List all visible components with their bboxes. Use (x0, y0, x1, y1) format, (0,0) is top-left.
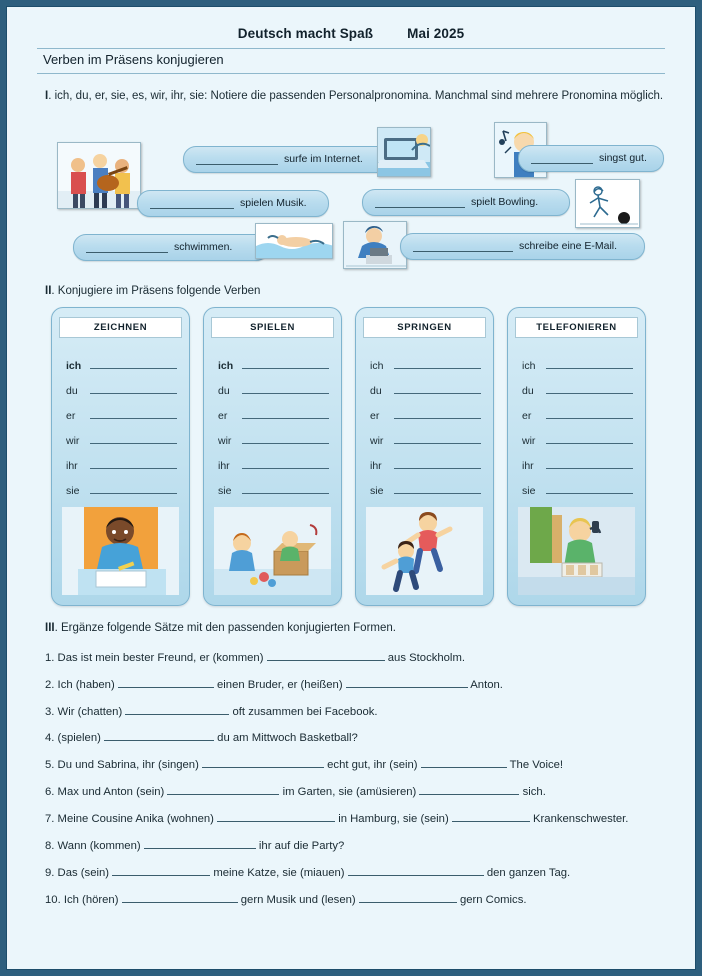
answer-blank[interactable] (112, 865, 210, 876)
section-2-number: II (45, 284, 52, 297)
sentence-part: The Voice! (509, 759, 564, 772)
conjugation-row (218, 347, 329, 372)
sentence-item-7 (45, 811, 663, 828)
sentence-part: einen Bruder, er (heißen) (217, 678, 343, 691)
answer-blank[interactable] (394, 393, 481, 394)
verb-card-spielen (203, 307, 342, 606)
pronoun-label: er (522, 409, 532, 422)
answer-blank[interactable] (348, 865, 484, 876)
bubble-text: schreibe eine E-Mail. (519, 240, 618, 253)
answer-blank[interactable] (202, 757, 324, 768)
answer-blank[interactable] (413, 241, 513, 252)
sentence-part: 8. Wann (kommen) (45, 840, 141, 853)
answer-blank[interactable] (346, 677, 468, 688)
section-1-number: I (45, 90, 49, 102)
conjugation-row (66, 372, 177, 397)
answer-blank[interactable] (90, 443, 177, 444)
bubble-text: schwimmen. (174, 241, 233, 254)
conjugation-row (370, 347, 481, 372)
answer-blank[interactable] (394, 468, 481, 469)
subtitle-divider (37, 73, 665, 74)
answer-blank[interactable] (90, 468, 177, 469)
answer-blank[interactable] (242, 418, 329, 419)
pronoun-label: sie (522, 484, 536, 497)
sentence-part: oft zusammen bei Facebook. (232, 705, 378, 718)
picture-boy-drawing (62, 507, 179, 595)
pronoun-label: ihr (522, 459, 534, 472)
conjugation-row (522, 472, 633, 497)
answer-blank[interactable] (104, 730, 214, 741)
sentence-item-9 (45, 865, 663, 882)
conjugation-row (522, 372, 633, 397)
card-title: ZEICHNEN (59, 317, 182, 338)
answer-blank[interactable] (242, 493, 329, 494)
conjugation-rows (204, 338, 341, 503)
card-title: SPIELEN (211, 317, 334, 338)
pronoun-label: ich (370, 359, 384, 372)
answer-blank[interactable] (144, 838, 256, 849)
pronoun-label: er (218, 409, 228, 422)
sentence-part: echt gut, ihr (sein) (327, 759, 418, 772)
conjugation-row (218, 372, 329, 397)
bubble-spielen (137, 190, 329, 217)
answer-blank[interactable] (421, 757, 507, 768)
picture-boy-phoning (518, 507, 635, 595)
section-2-instruction (45, 285, 665, 297)
sentence-part: Anton. (470, 678, 503, 691)
pronoun-label: ihr (370, 459, 382, 472)
sentence-item-2 (45, 677, 663, 694)
pronoun-label: ihr (218, 459, 230, 472)
answer-blank[interactable] (452, 811, 530, 822)
answer-blank[interactable] (419, 784, 519, 795)
section-1-text: . ich, du, er, sie, es, wir, ihr, sie: Notiere die passenden Personalpronomina. Manchmal sind mehrere Pronomina möglich. (48, 90, 664, 102)
conjugation-row (370, 472, 481, 497)
conjugation-row (218, 397, 329, 422)
sentence-part: den ganzen Tag. (486, 867, 571, 880)
sentence-part: im Garten, sie (amüsieren) (282, 786, 417, 799)
answer-blank[interactable] (167, 784, 279, 795)
sentence-item-10 (45, 892, 663, 909)
sentence-item-1 (45, 650, 663, 667)
sentence-part: gern Comics. (459, 894, 527, 907)
answer-blank[interactable] (90, 368, 177, 369)
picture-band (57, 142, 141, 209)
answer-blank[interactable] (394, 443, 481, 444)
conjugation-row (370, 372, 481, 397)
sentence-part: 6. Max und Anton (sein) (45, 786, 165, 799)
answer-blank[interactable] (150, 198, 234, 209)
sentence-part: sich. (522, 786, 546, 799)
bubble-text: spielen Musik. (240, 197, 307, 210)
section-2-text: . Konjugiere im Präsens folgende Verben (51, 284, 261, 297)
pronoun-label: wir (66, 434, 80, 447)
answer-blank[interactable] (242, 368, 329, 369)
sentence-part: du am Mittwoch Basketball? (217, 732, 358, 745)
conjugation-row (522, 397, 633, 422)
page-header (7, 7, 695, 41)
section-3-text: . Ergänze folgende Sätze mit den passenden konjugierten Formen. (54, 621, 396, 634)
pronoun-label: wir (522, 434, 536, 447)
answer-blank[interactable] (531, 153, 593, 164)
section-3-number: III (45, 621, 55, 634)
worksheet-page (6, 6, 696, 970)
answer-blank[interactable] (394, 418, 481, 419)
sentence-part: 1. Das ist mein bester Freund, er (kommen) (45, 651, 264, 664)
pronoun-label: ich (66, 359, 82, 372)
pronoun-label: er (370, 409, 380, 422)
conjugation-row (66, 397, 177, 422)
pronoun-label: ich (218, 359, 234, 372)
conjugation-row (66, 447, 177, 472)
conjugation-row (218, 472, 329, 497)
sentence-part: 4. (spielen) (45, 732, 101, 745)
bubble-email (400, 233, 645, 260)
answer-blank[interactable] (267, 650, 385, 661)
sentence-part: 10. Ich (hören) (45, 894, 119, 907)
picture-laptop-surfing (377, 127, 431, 177)
sentence-part: 9. Das (sein) (45, 867, 110, 880)
answer-blank[interactable] (217, 811, 335, 822)
answer-blank[interactable] (394, 493, 481, 494)
answer-blank[interactable] (546, 468, 633, 469)
sentence-part: meine Katze, sie (miauen) (213, 867, 345, 880)
pronoun-label: du (66, 384, 78, 397)
conjugation-row (66, 472, 177, 497)
sentence-part: gern Musik und (lesen) (240, 894, 356, 907)
pronoun-label: du (218, 384, 230, 397)
conjugation-row (218, 447, 329, 472)
pronoun-label: sie (66, 484, 80, 497)
pronoun-label: ihr (66, 459, 78, 472)
conjugation-row (370, 447, 481, 472)
conjugation-row (66, 347, 177, 372)
sentence-item-8 (45, 838, 663, 855)
sentence-part: aus Stockholm. (387, 651, 465, 664)
sentence-item-3 (45, 704, 663, 721)
pronoun-label: du (522, 384, 534, 397)
bubble-text: singst gut. (599, 152, 647, 165)
picture-man-laptop (343, 221, 407, 269)
sentence-part: Krankenschwester. (533, 813, 629, 826)
conjugation-row (522, 422, 633, 447)
answer-blank[interactable] (375, 197, 465, 208)
conjugation-rows (508, 338, 645, 503)
verb-card-springen (355, 307, 494, 606)
conjugation-cards (51, 307, 657, 606)
answer-blank[interactable] (546, 443, 633, 444)
sentence-part: 5. Du und Sabrina, ihr (singen) (45, 759, 199, 772)
pronoun-label: wir (370, 434, 384, 447)
page-date: Mai 2025 (407, 26, 465, 41)
answer-blank[interactable] (546, 393, 633, 394)
answer-blank[interactable] (359, 892, 457, 903)
sentence-item-6 (45, 784, 663, 801)
page-subtitle: Verben im Präsens konjugieren (43, 52, 224, 67)
answer-blank[interactable] (125, 704, 229, 715)
answer-blank[interactable] (546, 418, 633, 419)
pronoun-label: wir (218, 434, 232, 447)
answer-blank[interactable] (242, 393, 329, 394)
page-title: Deutsch macht Spaß (237, 26, 374, 41)
card-title: SPRINGEN (363, 317, 486, 338)
sentence-part: ihr auf die Party? (258, 840, 345, 853)
bubble-bowling (362, 189, 570, 216)
sentence-part: 2. Ich (haben) (45, 678, 115, 691)
picture-swimmer (255, 223, 333, 259)
answer-blank[interactable] (86, 242, 168, 253)
conjugation-row (370, 422, 481, 447)
bubble-singst (518, 145, 664, 172)
pronoun-label: du (370, 384, 382, 397)
answer-blank[interactable] (546, 368, 633, 369)
section-3-instruction (45, 622, 665, 634)
sentence-part: in Hamburg, sie (sein) (338, 813, 449, 826)
conjugation-row (370, 397, 481, 422)
answer-blank[interactable] (90, 393, 177, 394)
conjugation-row (522, 447, 633, 472)
conjugation-rows (52, 338, 189, 503)
conjugation-row (522, 347, 633, 372)
answer-blank[interactable] (546, 493, 633, 494)
bubble-surfe (183, 146, 395, 173)
conjugation-row (66, 422, 177, 447)
answer-blank[interactable] (118, 677, 214, 688)
sentence-part: 7. Meine Cousine Anika (wohnen) (45, 813, 214, 826)
conjugation-rows (356, 338, 493, 503)
answer-blank[interactable] (242, 468, 329, 469)
pronoun-label: sie (370, 484, 384, 497)
picture-kids-jumping (366, 507, 483, 595)
section-3-exercise (45, 650, 663, 909)
bubble-text: spielt Bowling. (471, 196, 539, 209)
bubble-text: surfe im Internet. (284, 153, 363, 166)
bubble-schwimmen (73, 234, 269, 261)
picture-children-playing (214, 507, 331, 595)
pronoun-label: sie (218, 484, 232, 497)
card-title: TELEFONIEREN (515, 317, 638, 338)
section-1-exercise (7, 111, 695, 269)
picture-bowling (575, 179, 640, 228)
sentence-item-5 (45, 757, 663, 774)
pronoun-label: ich (522, 359, 536, 372)
verb-card-telefonieren (507, 307, 646, 606)
section-1-instruction (45, 88, 665, 105)
conjugation-row (218, 422, 329, 447)
sentence-part: 3. Wir (chatten) (45, 705, 123, 718)
verb-card-zeichnen (51, 307, 190, 606)
answer-blank[interactable] (196, 154, 278, 165)
answer-blank[interactable] (122, 892, 238, 903)
answer-blank[interactable] (394, 368, 481, 369)
answer-blank[interactable] (90, 418, 177, 419)
pronoun-label: er (66, 409, 76, 422)
sentence-item-4 (45, 730, 663, 747)
answer-blank[interactable] (242, 443, 329, 444)
answer-blank[interactable] (90, 493, 177, 494)
